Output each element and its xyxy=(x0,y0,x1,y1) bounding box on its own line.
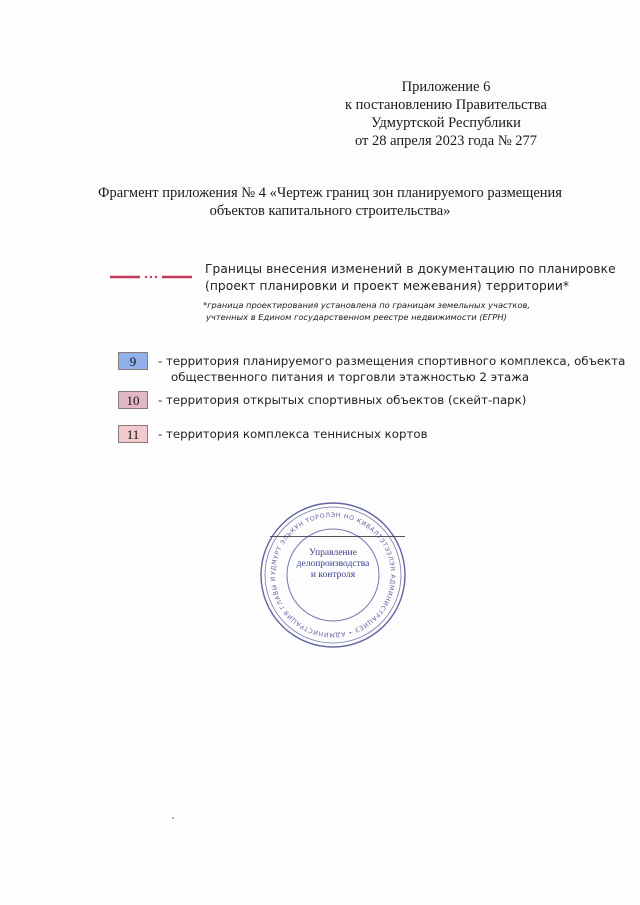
zone-description-10 xyxy=(158,392,526,408)
seal-line-3: и контроля xyxy=(310,570,356,580)
zone-11-line-1: - территория комплекса теннисных кортов xyxy=(158,427,428,441)
zone-swatch-9: 9 xyxy=(118,352,148,370)
footnote-line-2: учтенных в Едином государственном реестре недвижимости (ЕГРН) xyxy=(206,312,507,322)
boundary-footnote xyxy=(203,299,603,323)
boundary-legend-text xyxy=(205,261,616,295)
seal-line-2: делопроизводства xyxy=(296,559,370,569)
zone-swatch-11: 11 xyxy=(118,425,148,443)
appendix-line-3: Удмуртской Республики xyxy=(371,115,521,131)
zone-9-line-1: - территория планируемого размещения спортивного комплекса, объекта xyxy=(158,354,626,368)
zone-10-line-1: - территория открытых спортивных объектов (скейт-парк) xyxy=(158,393,527,407)
boundary-legend-line-1: Границы внесения изменений в документацию по планировке xyxy=(205,262,616,276)
appendix-header xyxy=(316,78,576,150)
seal-center-text xyxy=(258,548,408,581)
footnote-line-1: *граница проектирования установлена по границам земельных участков, xyxy=(203,300,531,310)
scan-speck xyxy=(172,817,174,819)
appendix-line-2: к постановлению Правительства xyxy=(345,97,547,113)
zone-description-11 xyxy=(158,426,428,442)
seal-line-1: Управление xyxy=(309,548,357,558)
appendix-line-1: Приложение 6 xyxy=(401,79,491,95)
boundary-line-symbol xyxy=(110,275,192,279)
zone-9-line-2: общественного питания и торговли этажностью 2 этажа xyxy=(171,370,530,384)
seal-ring-text: УДМУРТ ЭЛЬКУН ТОРОЛЭН НО КИВАЛТЭТЭЗЛЭН АДМИНИСТРАЦИЕЗ • АДМИНИСТРАЦИЯ ГЛАВЫ И xyxy=(269,511,397,639)
fragment-title-line-1: Фрагмент приложения № 4 «Чертеж границ зон планируемого размещения xyxy=(98,185,562,201)
boundary-legend-line-2: (проект планировки и проект межевания) территории* xyxy=(205,279,570,293)
fragment-title-line-2: объектов капитального строительства» xyxy=(209,203,451,219)
official-seal xyxy=(258,500,408,650)
fragment-title xyxy=(60,184,600,220)
zone-description-9 xyxy=(158,353,625,385)
zone-swatch-10: 10 xyxy=(118,391,148,409)
appendix-line-4: от 28 апреля 2023 года № 277 xyxy=(354,133,538,149)
